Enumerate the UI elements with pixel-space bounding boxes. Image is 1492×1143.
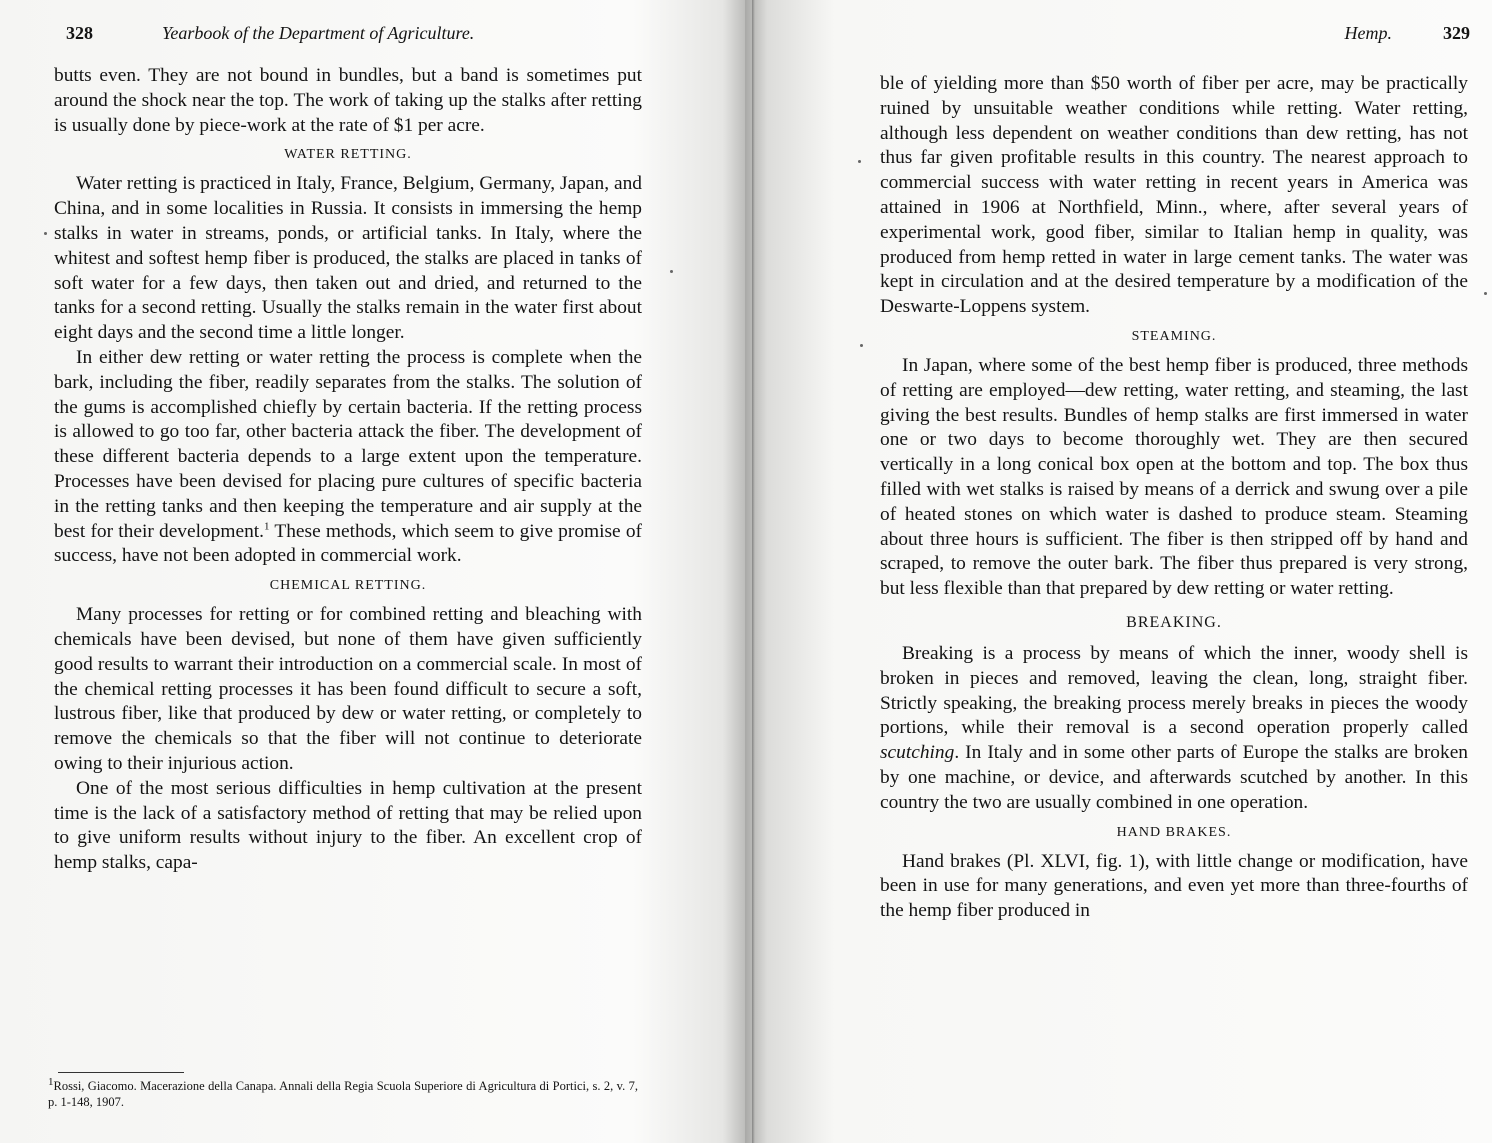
breaking-paragraph-tail: . In Italy and in some other parts of Europe the stalks are broken by one machine, or device, and afterwards scutched by another. In this country the two are usually combined in one operation. <box>880 742 1468 813</box>
breaking-paragraph <box>880 642 1468 816</box>
paper-speck <box>670 270 673 273</box>
breaking-heading: BREAKING. <box>1126 613 1222 631</box>
right-text-column <box>880 72 1468 924</box>
scutching-term: scutching <box>880 742 955 764</box>
paper-speck <box>1484 292 1487 295</box>
chemical-retting-heading: CHEMICAL RETTING. <box>269 578 427 594</box>
water-retting-heading: WATER RETTING. <box>284 147 412 163</box>
hand-brakes-heading: HAND BRAKES. <box>1116 824 1232 840</box>
paper-speck <box>858 160 861 163</box>
footnote-marker: 1 <box>264 520 270 533</box>
water-retting-paragraph-2-text: In either dew retting or water retting the process is complete when the bark, including the fiber, readily separates from the stalks. The solution of the gums is accomplished chiefly by certain bacteria. If the retting process is allowed to go too far, other bacteria attack the fiber. The development of these different bacteria depends to a large extent upon the temperature. Processes have been devised for placing pure cultures of specific bacteria in the retting tanks and then keeping the temperature and air supply at the best for their development. <box>54 346 642 542</box>
carryover-paragraph: butts even. They are not bound in bundles, but a band is sometimes put around the shock near the top. The work of taking up the stalks after retting is usually done by piece-work at the rate of $1 per acre. <box>54 65 642 136</box>
footnote-rule <box>58 1072 184 1073</box>
water-retting-paragraph-2-tail: These methods, which seem to give promise of success, have not been adopted in commercial work. <box>54 520 642 567</box>
left-text-column <box>54 64 642 876</box>
right-opening-paragraph: ble of yielding more than $50 worth of fiber per acre, may be practically ruined by unsuitable weather conditions while retting. Water retting, although less dependent on weather conditions than dew retting, has not thus far given profitable results in this country. The nearest approach to commercial success with water retting in recent years in America was attained in 1906 at Northfield, Minn., where, after several years of experimental work, good fiber, similar to Italian hemp in quality, was produced from hemp retted in water in large cement tanks. The water was kept in circulation and at the desired temperature by a modification of the Deswarte-Loppens system. <box>880 73 1468 318</box>
paper-speck <box>860 344 863 347</box>
footnote-text: Rossi, Giacomo. Macerazione della Canapa. Annali della Regia Scuola Superiore di Agricultura di Portici, s. 2, v. 7, p. 1-148, 1907. <box>48 1079 638 1109</box>
paper-speck <box>44 232 47 235</box>
left-page <box>0 0 745 1143</box>
steaming-paragraph: In Japan, where some of the best hemp fiber is produced, three methods of retting are employed—dew retting, water retting, and steaming, the last giving the best results. Bundles of hemp stalks are first immersed in water one or two days to become thoroughly wet. They are then secured vertically in a long conical box open at the bottom and top. The box thus filled with wet stalks is raised by means of a derrick and swung over a pile of heated stones on which water is dashed to produce steam. Steaming about three hours is sufficient. The fiber is then stripped off by hand and scraped, to remove the outer bark. The fiber thus prepared is very strong, but less flexible than that prepared by dew retting or water retting. <box>880 354 1468 600</box>
footnote-number: 1 <box>48 1075 54 1088</box>
chemical-retting-paragraph-1: Many processes for retting or for combined retting and bleaching with chemicals have been devised, but none of them have given sufficiently good results to warrant their introduction on a commercial scale. In most of the chemical retting processes it has been found difficult to secure a soft, lustrous fiber, like that produced by dew or water retting, or completely to remove the chemicals so that the fiber will not continue to deteriorate owing to their injurious action. <box>54 604 642 774</box>
left-page-number: 328 <box>66 23 93 43</box>
left-running-title: Yearbook of the Department of Agriculture. <box>162 23 475 43</box>
hand-brakes-paragraph: Hand brakes (Pl. XLVI, fig. 1), with little change or modification, have been in use for many generations, and even yet more than three-fourths of the hemp fiber produced in <box>880 850 1468 922</box>
left-running-head <box>66 18 666 48</box>
steaming-heading: STEAMING. <box>1131 328 1217 344</box>
breaking-paragraph-text: Breaking is a process by means of which the inner, woody shell is broken in pieces and removed, leaving the clean, long, straight fiber. Strictly speaking, the breaking process merely breaks in pieces the woody portions, while their removal is a second operation properly called <box>880 642 1468 739</box>
right-running-title: Hemp. <box>1344 23 1392 43</box>
water-retting-paragraph-1: Water retting is practiced in Italy, France, Belgium, Germany, Japan, and China, and in some localities in Russia. It consists in immersing the hemp stalks in water in streams, ponds, or artificial tanks. In Italy, where the whitest and softest hemp fiber is produced, the stalks are placed in tanks of soft water for a few days, then taken out and dried, and returned to the tanks for a second retting. Usually the stalks remain in the water first about eight days and the second time a little longer. <box>54 173 642 344</box>
footnote <box>48 1075 638 1110</box>
book-gutter <box>752 0 755 1143</box>
right-page-number: 329 <box>1443 23 1470 43</box>
right-running-head <box>880 18 1470 48</box>
water-retting-paragraph-2 <box>54 346 642 569</box>
chemical-retting-paragraph-2: One of the most serious difficulties in hemp cultivation at the present time is the lack of a satisfactory method of retting that may be relied upon to give uniform results without injury to the fiber. An excellent crop of hemp stalks, capa- <box>54 777 642 874</box>
